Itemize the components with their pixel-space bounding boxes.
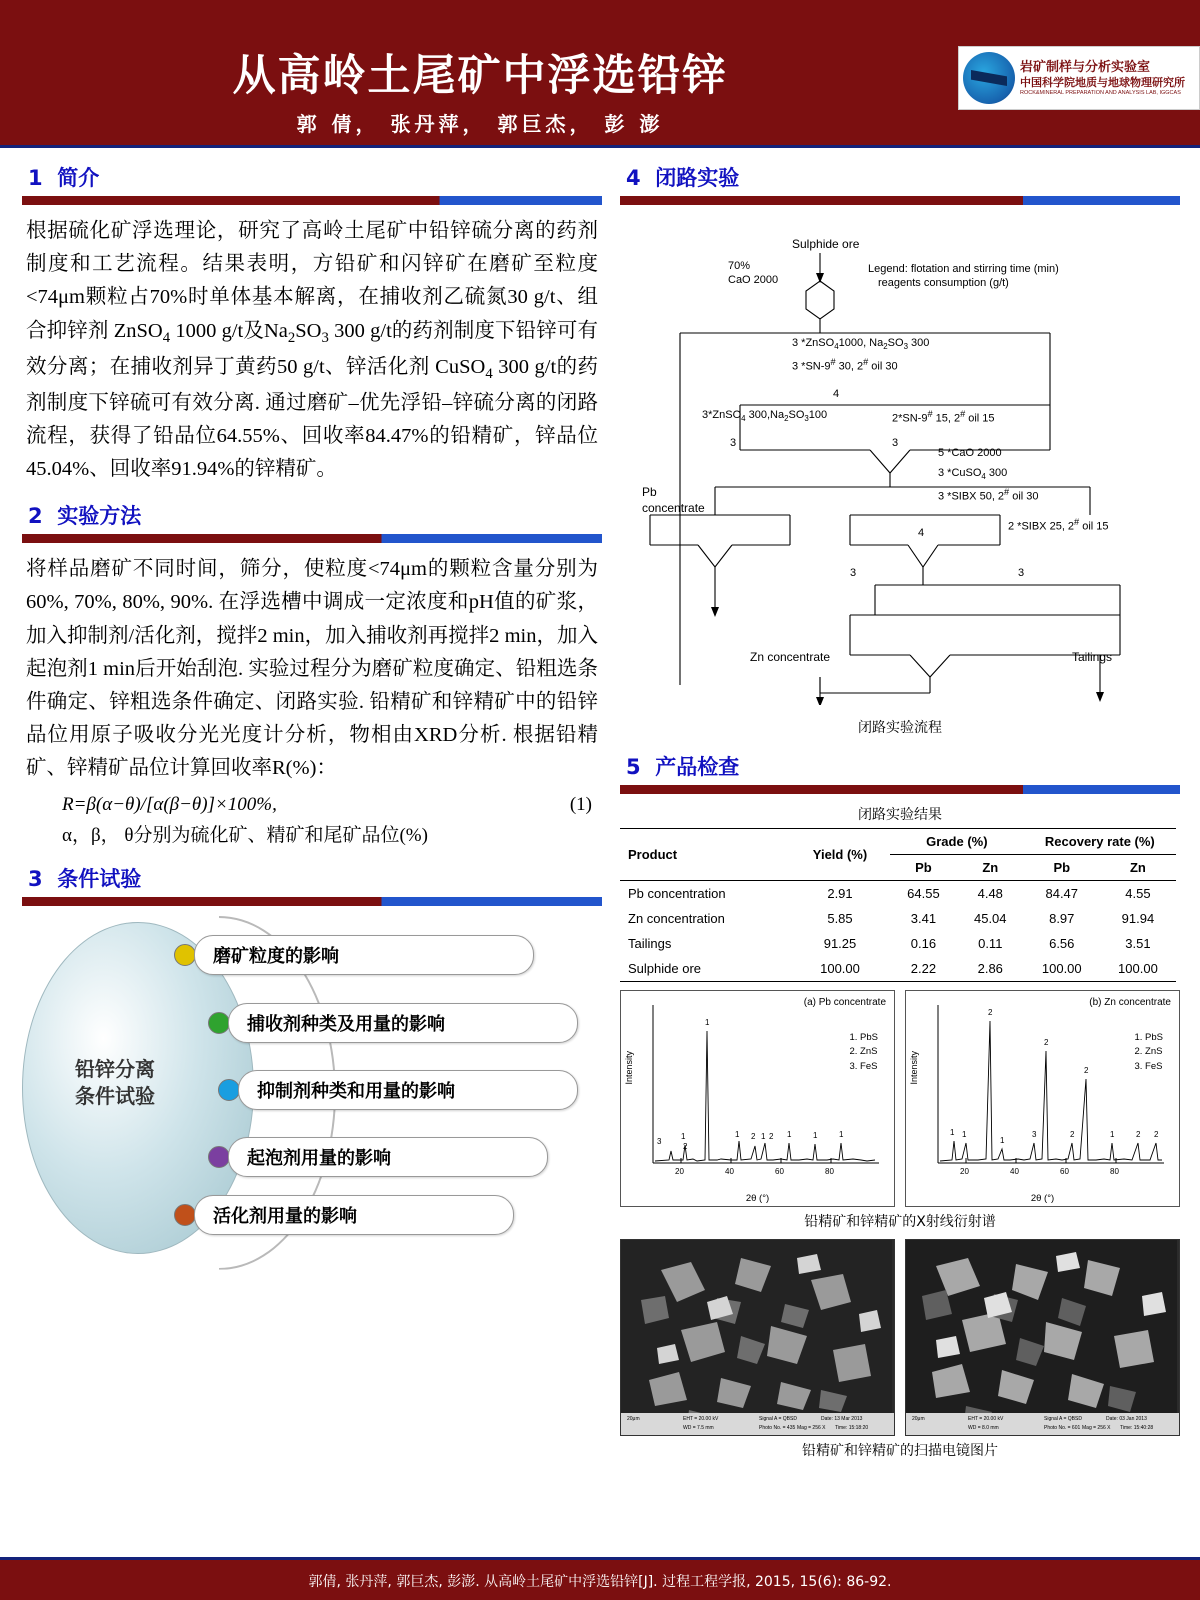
table-row — [620, 906, 1176, 931]
condition-item-4[interactable] — [228, 1137, 548, 1177]
flow-reagent-8: 2 *SIBX 25, 2# oil 15 — [1008, 517, 1109, 533]
svg-text:60: 60 — [775, 1167, 784, 1176]
flow-feed-label: Sulphide ore — [792, 237, 860, 251]
condition-center-label: 铅锌分离 条件试验 — [75, 1056, 155, 1108]
bullet-dot-4 — [208, 1146, 230, 1168]
th-product: Product — [620, 829, 790, 881]
section-1-label: 简介 — [57, 166, 100, 190]
section-4-title — [626, 162, 1180, 192]
section-2-label: 实验方法 — [57, 504, 142, 529]
equation-1-note: α，β， θ分别为硫化矿、精矿和尾矿品位(%) — [62, 824, 428, 846]
sem-zn-scale: 20μm — [912, 1416, 925, 1422]
svg-text:1: 1 — [1110, 1130, 1115, 1139]
th-grade: Grade (%) — [890, 829, 1024, 855]
cell-recovery-pb: 84.47 — [1045, 886, 1079, 901]
xrd-plot-zn-svg — [906, 991, 1177, 1204]
poster-footer — [0, 1557, 1200, 1600]
logo-line-2: 中国科学院地质与地球物理研究所 — [1020, 75, 1185, 89]
page-title: 从高岭土尾矿中浮选铅锌 — [232, 51, 728, 101]
section-5-label: 产品检查 — [655, 755, 740, 779]
section-3-number: 3 — [28, 866, 43, 891]
section-3-rule — [22, 897, 602, 906]
equation-1-number: (1) — [569, 793, 592, 815]
section-5-number: 5 — [626, 755, 641, 779]
table-row — [620, 956, 1176, 982]
flow-reagent-3: 3*ZnSO$_4$ $300,Na_2SO_3100$ — [702, 409, 828, 424]
flow-output-pb: Pb concentrate — [642, 485, 705, 515]
xrd-plot-pb-title: (a) Pb concentrate — [803, 997, 886, 1008]
sem-zn-time: Time: 15:40:28 — [1120, 1425, 1154, 1431]
section-4-number: 4 — [626, 166, 641, 190]
cell-grade-pb: 0.16 — [910, 936, 937, 951]
xrd-plot-zn — [905, 990, 1180, 1207]
citation: 郭倩, 张丹萍, 郭巨杰, 彭澎. 从高岭土尾矿中浮选铅锌[J]. 过程工程学报, 2015, 15(6): 86-92. — [308, 1574, 892, 1590]
bullet-dot-5 — [174, 1204, 196, 1226]
equation-1 — [62, 794, 602, 816]
cell-yield: 5.85 — [827, 911, 853, 926]
section-4-rule — [620, 196, 1180, 205]
flow-cell-3b: 3 — [892, 437, 899, 449]
sem-zn-mag: Mag = 256 X — [1082, 1425, 1111, 1431]
cell-product: Pb concentration — [628, 886, 726, 901]
section-1-rule — [22, 196, 602, 205]
sem-image-zn — [905, 1239, 1180, 1436]
flow-output-zn: Zn concentrate — [750, 650, 831, 664]
sem-pb-mag: Mag = 256 X — [797, 1425, 826, 1431]
sem-image-pb-svg — [621, 1240, 892, 1433]
xrd-plot-zn-ylabel: Intensity — [909, 1051, 919, 1085]
svg-text:2: 2 — [1136, 1130, 1141, 1139]
cell-product: Zn concentration — [628, 911, 725, 926]
th-recovery-pb: Pb — [1024, 855, 1100, 881]
sem-pb-signal: Signal A = QBSD — [759, 1416, 797, 1422]
section-1-body: 根据硫化矿浮选理论，研究了高岭土尾矿中铅锌硫分离的药剂制度和工艺流程。结果表明，方铅矿和闪锌矿在磨矿至粒度<74μm颗粒占70%时单体基本解离，在捕收剂乙硫氮30 g/t、组合抑锌剂 ZnSO$_4$ 1000 g/t及$Na_2SO_3$ 300 g/t的药剂制度下铅锌可有效分离；在捕收剂异丁黄药50 g/t、锌活化剂 CuSO$_4$ 300 g/t的药剂制度下锌硫可有效分离. 通过磨矿–优先浮铅–锌硫分离的闭路流程，获得了铅品位64.55%、回收率84.47%的铅精矿，锌品位45.04%、回收率91.94%的锌精矿。 — [26, 220, 599, 481]
svg-text:2: 2 — [1084, 1066, 1089, 1075]
right-column — [620, 162, 1180, 1460]
cell-recovery-zn: 3.51 — [1125, 936, 1151, 951]
flow-cell-3c: 3 — [850, 567, 857, 579]
cell-grade-zn: 4.48 — [977, 886, 1003, 901]
cell-product: Tailings — [628, 936, 672, 951]
svg-text:1: 1 — [681, 1132, 686, 1141]
svg-text:2: 2 — [769, 1132, 774, 1141]
svg-text:60: 60 — [1060, 1167, 1069, 1176]
cell-grade-zn: 2.86 — [957, 956, 1024, 982]
condition-item-3[interactable] — [238, 1070, 578, 1110]
flow-cell-4b: 4 — [918, 527, 925, 539]
section-2-title — [28, 500, 602, 530]
svg-text:2: 2 — [988, 1008, 993, 1017]
th-grade-zn: Zn — [957, 855, 1024, 881]
sem-pb-scale: 20μm — [627, 1416, 640, 1422]
condition-item-2-label: 捕收剂种类及用量的影响 — [247, 1013, 445, 1035]
condition-item-4-label: 起泡剂用量的影响 — [247, 1147, 391, 1169]
flow-reagent-5: 5 *CaO 2000 — [938, 447, 1002, 459]
sem-zn-wd: WD = 8.0 mm — [968, 1425, 999, 1431]
flow-cell-3a: 3 — [730, 437, 737, 449]
flow-legend-1: Legend: flotation and stirring time (min) — [868, 263, 1059, 275]
bullet-dot-2 — [208, 1012, 230, 1034]
table-caption: 闭路实验结果 — [858, 807, 942, 823]
flow-reagent-1: 3 *ZnSO$_4$1000, $Na_2SO_3$ 300 — [792, 337, 930, 352]
cell-recovery-pb: 8.97 — [1049, 911, 1075, 926]
cell-yield: 100.00 — [790, 956, 890, 982]
flow-reagent-feed: 70% CaO 2000 — [728, 260, 779, 287]
flow-reagent-7: 3 *SIBX 50, 2# oil 30 — [938, 487, 1039, 503]
results-table — [620, 828, 1176, 982]
svg-text:1: 1 — [950, 1128, 955, 1137]
flow-cell-4a: 4 — [833, 388, 840, 400]
flowchart-caption: 闭路实验流程 — [858, 720, 942, 736]
sem-pb-date: Date: 13 Mar 2013 — [821, 1416, 863, 1422]
svg-text:80: 80 — [1110, 1167, 1119, 1176]
sem-image-pb-infobar — [621, 1413, 894, 1435]
cell-recovery-zn: 4.55 — [1125, 886, 1151, 901]
flow-reagent-4: 2*SN-9# 15, 2# oil 15 — [892, 409, 995, 425]
th-yield: Yield (%) — [790, 829, 890, 881]
condition-diagram — [22, 916, 602, 1276]
svg-text:2: 2 — [1044, 1038, 1049, 1047]
xrd-plot-pb-xlabel: 2θ (°) — [745, 1193, 770, 1204]
bullet-dot-3 — [218, 1079, 240, 1101]
xrd-plot-pb-svg — [621, 991, 892, 1204]
cell-product: Sulphide ore — [620, 956, 790, 982]
flow-cell-3d: 3 — [1018, 567, 1025, 579]
sem-caption: 铅精矿和锌精矿的扫描电镜图片 — [802, 1443, 998, 1459]
svg-text:1: 1 — [962, 1130, 967, 1139]
bullet-dot-1 — [174, 944, 196, 966]
svg-text:1: 1 — [705, 1018, 710, 1027]
svg-text:3: 3 — [657, 1137, 662, 1146]
cell-recovery-zn: 100.00 — [1100, 956, 1176, 982]
cell-recovery-zn: 91.94 — [1121, 911, 1155, 926]
sem-pb-eht: EHT = 20.00 kV — [683, 1416, 719, 1422]
section-5-title — [626, 751, 1180, 781]
left-column — [22, 162, 602, 1276]
svg-text:2: 2 — [751, 1132, 756, 1141]
svg-text:1: 1 — [761, 1132, 766, 1141]
authors: 郭 倩， 张丹萍， 郭巨杰， 彭 澎 — [296, 112, 664, 136]
poster-header — [0, 0, 1200, 148]
cell-yield: 2.91 — [827, 886, 853, 901]
section-1-title — [28, 162, 602, 192]
svg-text:2: 2 — [683, 1142, 688, 1151]
logo-line-1: 岩矿制样与分析实验室 — [1020, 59, 1151, 75]
svg-text:3: 3 — [1032, 1130, 1037, 1139]
flow-legend-2: reagents consumption (g/t) — [878, 277, 1009, 289]
xrd-plot-zn-xlabel: 2θ (°) — [1030, 1193, 1055, 1204]
condition-item-3-label: 抑制剂种类和用量的影响 — [257, 1080, 455, 1102]
svg-text:1: 1 — [735, 1130, 740, 1139]
section-5-rule — [620, 785, 1180, 794]
globe-icon — [963, 52, 1015, 104]
section-2-number: 2 — [28, 504, 43, 529]
sem-pb-time: Time: 15:18:20 — [835, 1425, 869, 1431]
flow-output-tailings: Tailings — [1072, 650, 1113, 664]
section-2-body: 将样品磨矿不同时间，筛分，使粒度<74μm的颗粒含量分别为60%, 70%, 80%, 90%. 在浮选槽中调成一定浓度和pH值的矿浆，加入抑制剂/活化剂，搅拌2 min，加入捕收剂再搅拌2 min，加入起泡剂1 min后开始刮泡. 实验过程分为磨矿粒度确定、铅粗选条件确定、锌粗选条件确定、闭路实验. 铅精矿和锌精矿中的铅锌品位用原子吸收分光光度计分析，物相由XRD分析. 根据铅精矿、锌精矿品位计算回收率R(%)： — [26, 558, 598, 780]
section-2-rule — [22, 534, 602, 543]
table-row — [620, 881, 1176, 907]
cell-grade-zn: 0.11 — [978, 936, 1003, 951]
section-1-number: 1 — [28, 166, 43, 190]
xrd-plot-zn-legend: 1. PbS 2. ZnS 3. FeS — [1134, 1032, 1163, 1072]
xrd-plot-pb-ylabel: Intensity — [624, 1051, 634, 1085]
svg-text:80: 80 — [825, 1167, 834, 1176]
cell-grade-pb: 64.55 — [907, 886, 940, 901]
sem-image-zn-infobar — [906, 1413, 1179, 1435]
xrd-plot-zn-title: (b) Zn concentrate — [1089, 997, 1171, 1008]
cell-yield: 91.25 — [823, 936, 857, 951]
sem-zn-signal: Signal A = QBSD — [1044, 1416, 1082, 1422]
sem-zn-eht: EHT = 20.00 kV — [968, 1416, 1004, 1422]
cell-grade-zn: 45.04 — [973, 911, 1007, 926]
svg-text:1: 1 — [1000, 1136, 1005, 1145]
flow-reagent-6: 3 *CuSO$_4$ 300 — [938, 467, 1008, 482]
sem-zn-date: Date: 03 Jan 2013 — [1106, 1416, 1147, 1422]
svg-text:1: 1 — [839, 1130, 844, 1139]
svg-text:20: 20 — [675, 1167, 684, 1176]
condition-item-5-label: 活化剂用量的影响 — [213, 1205, 357, 1227]
flotation-flowchart — [620, 215, 1180, 715]
lab-logo — [958, 46, 1200, 110]
svg-text:1: 1 — [787, 1130, 792, 1139]
table-row — [620, 931, 1176, 956]
svg-text:2: 2 — [1070, 1130, 1075, 1139]
condition-item-1-label: 磨矿粒度的影响 — [213, 945, 339, 967]
condition-item-1[interactable] — [194, 935, 534, 975]
logo-line-3: ROCK&MINERAL PREPARATION AND ANALYSIS LAB, IGGCAS — [1020, 89, 1181, 96]
th-recovery: Recovery rate (%) — [1024, 829, 1176, 855]
section-3-label: 条件试验 — [57, 866, 142, 891]
sem-image-zn-svg — [906, 1240, 1177, 1433]
sem-image-pb — [620, 1239, 895, 1436]
svg-text:1: 1 — [813, 1131, 818, 1140]
section-4-label: 闭路实验 — [655, 166, 740, 190]
sem-zn-photo: Photo No. = 601 — [1044, 1425, 1081, 1431]
svg-text:40: 40 — [1010, 1167, 1019, 1176]
xrd-plot-pb — [620, 990, 895, 1207]
sem-pb-wd: WD = 7.5 mm — [683, 1425, 714, 1431]
section-3-title — [28, 863, 602, 893]
th-grade-pb: Pb — [890, 855, 957, 881]
condition-item-5[interactable] — [194, 1195, 514, 1235]
th-recovery-zn: Zn — [1100, 855, 1176, 881]
xrd-figure-row — [620, 990, 1180, 1207]
cell-recovery-pb: 100.00 — [1024, 956, 1100, 982]
sem-pb-photo: Photo No. = 435 — [759, 1425, 796, 1431]
svg-text:20: 20 — [960, 1167, 969, 1176]
xrd-caption: 铅精矿和锌精矿的X射线衍射谱 — [804, 1214, 996, 1230]
xrd-plot-pb-legend: 1. PbS 2. ZnS 3. FeS — [849, 1032, 878, 1072]
svg-text:40: 40 — [725, 1167, 734, 1176]
flow-reagent-2: 3 *SN-9# 30, 2# oil 30 — [792, 357, 898, 373]
cell-grade-pb: 2.22 — [890, 956, 957, 982]
equation-1-text: R=β(α−θ)/[α(β−θ)]×100%, — [62, 793, 277, 815]
condition-item-2[interactable] — [228, 1003, 578, 1043]
sem-figure-row — [620, 1239, 1180, 1436]
svg-text:2: 2 — [1154, 1130, 1159, 1139]
cell-recovery-pb: 6.56 — [1049, 936, 1075, 951]
cell-grade-pb: 3.41 — [910, 911, 937, 926]
